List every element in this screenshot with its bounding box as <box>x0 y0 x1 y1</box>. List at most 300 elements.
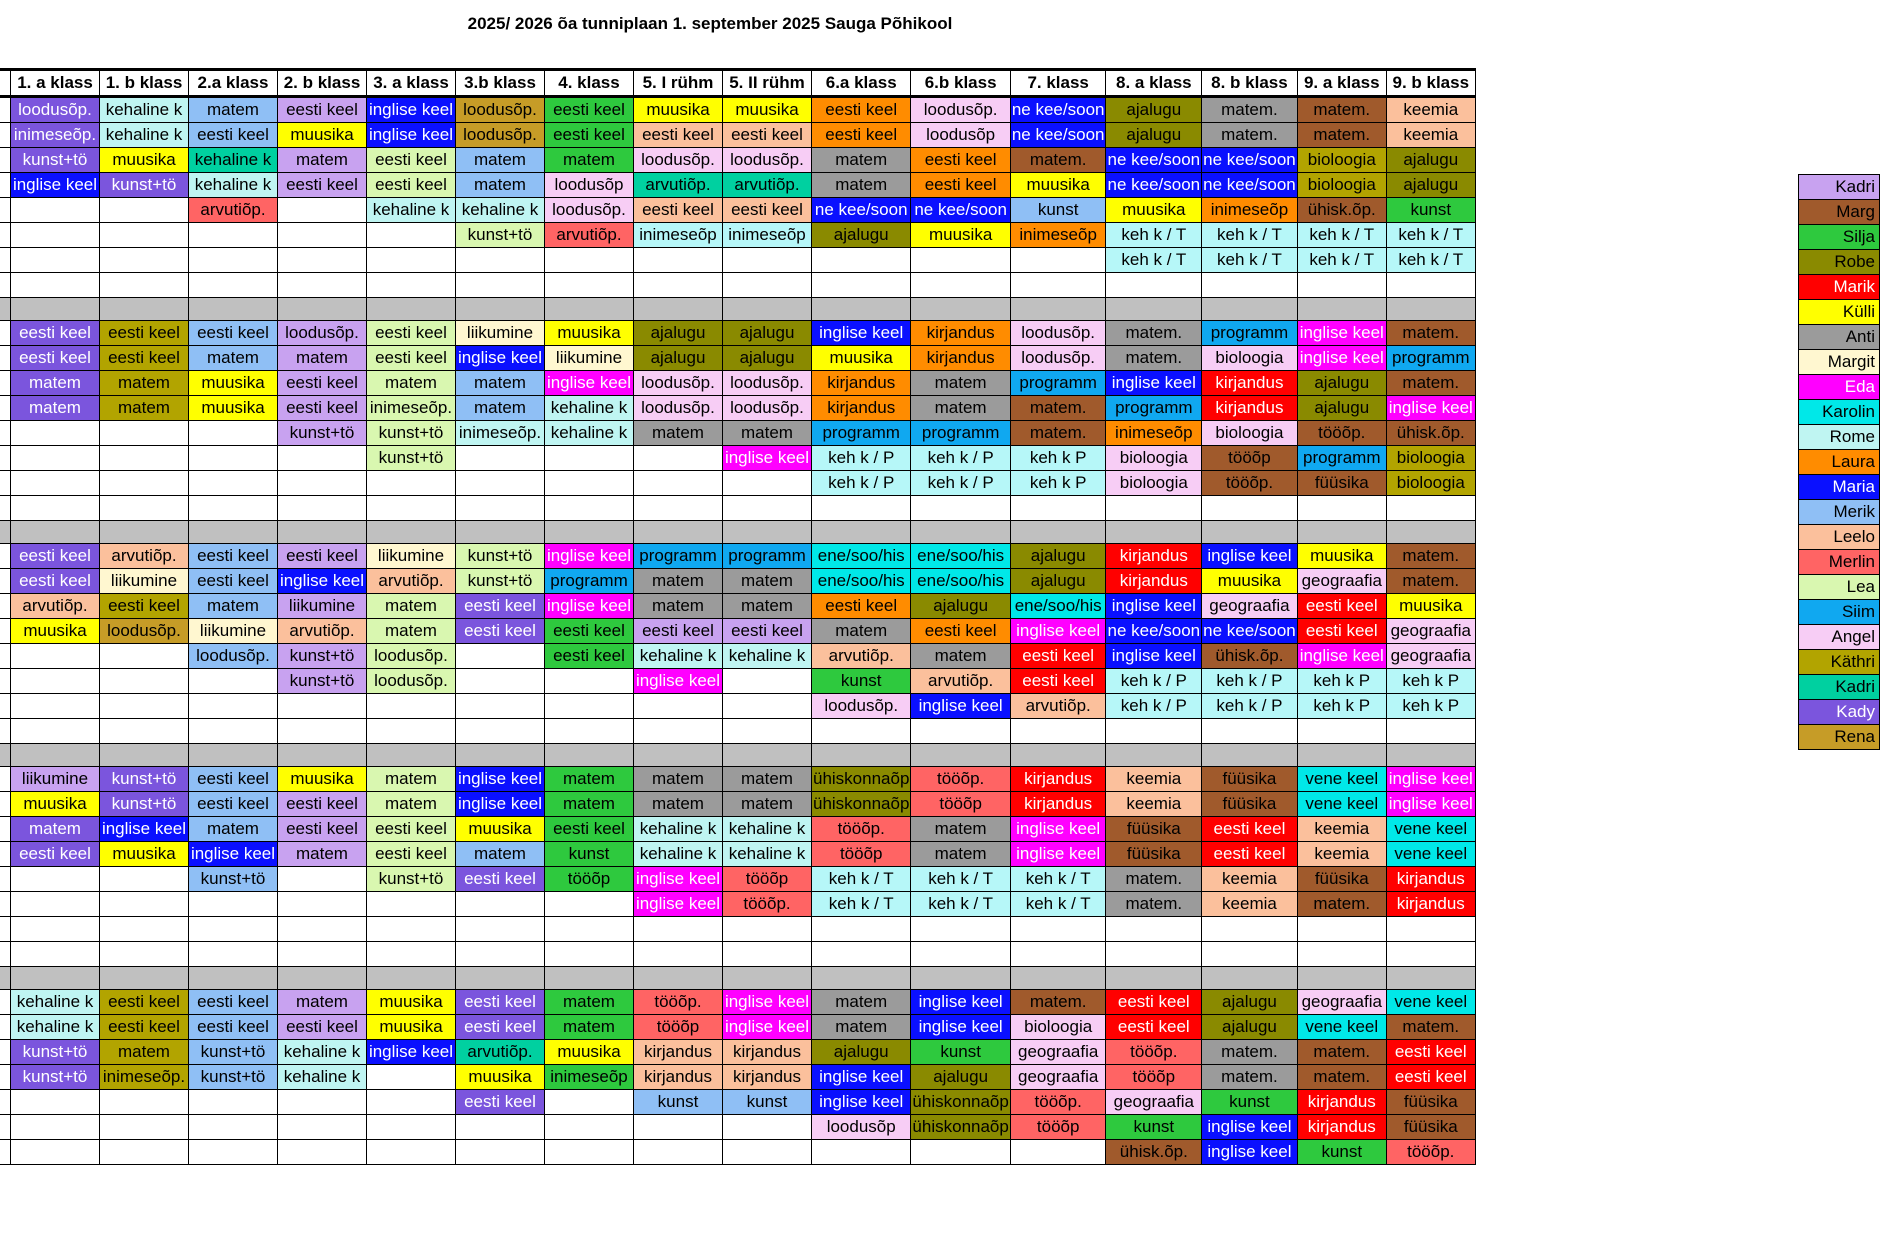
lesson-cell <box>545 273 634 298</box>
lesson-cell: muusika <box>1010 173 1106 198</box>
lesson-number <box>0 223 11 248</box>
day-separator <box>0 521 1475 544</box>
lesson-cell <box>189 1115 278 1140</box>
lesson-cell <box>1386 719 1475 744</box>
lesson-cell <box>367 1065 456 1090</box>
lesson-cell: eesti keel <box>1386 1065 1475 1090</box>
lesson-cell: muusika <box>545 1040 634 1065</box>
class-header: 3.b klass <box>456 70 545 97</box>
lesson-cell: kirjandus <box>1106 569 1202 594</box>
lesson-cell <box>100 471 189 496</box>
lesson-cell: inglise keel <box>100 817 189 842</box>
lesson-cell: keh k / T <box>1297 248 1386 273</box>
lesson-cell: loodusõp. <box>11 97 100 123</box>
lesson-cell: eesti keel <box>367 817 456 842</box>
lesson-cell: kehaline k <box>545 396 634 421</box>
lesson-cell: matem. <box>1386 569 1475 594</box>
lesson-cell: inglise keel <box>456 767 545 792</box>
lesson-cell: programm <box>634 544 723 569</box>
lesson-cell: keemia <box>1106 767 1202 792</box>
legend-row <box>1799 275 1880 300</box>
lesson-cell: bioloogia <box>1386 471 1475 496</box>
lesson-cell: eesti keel <box>367 842 456 867</box>
separator-cell <box>1202 298 1298 321</box>
lesson-cell: tööõp. <box>1297 421 1386 446</box>
lesson-cell: loodusõp. <box>189 644 278 669</box>
separator-cell <box>1202 744 1298 767</box>
separator-cell <box>100 521 189 544</box>
legend-teacher: Anti <box>1799 325 1880 350</box>
lesson-cell: kehaline k <box>545 421 634 446</box>
lesson-cell: arvutiõp. <box>11 594 100 619</box>
lesson-cell: geograafia <box>1202 594 1298 619</box>
lesson-cell: tööõp. <box>1106 1040 1202 1065</box>
lesson-cell: eesti keel <box>1106 990 1202 1015</box>
separator-cell <box>545 521 634 544</box>
lesson-cell: eesti keel <box>189 123 278 148</box>
lesson-cell: keh k / P <box>911 471 1010 496</box>
lesson-cell: tööõp. <box>911 767 1010 792</box>
lesson-cell: kunst+tö <box>11 1040 100 1065</box>
lesson-cell <box>189 1140 278 1165</box>
lesson-cell: programm <box>1386 346 1475 371</box>
lesson-cell <box>456 942 545 967</box>
lesson-cell: kunst+tö <box>278 421 367 446</box>
lesson-cell: matem <box>189 594 278 619</box>
lesson-cell: eesti keel <box>545 644 634 669</box>
lesson-cell <box>456 644 545 669</box>
lesson-cell: matem <box>367 371 456 396</box>
lesson-cell <box>100 719 189 744</box>
lesson-cell: eesti keel <box>812 594 911 619</box>
lesson-cell: arvutiõp. <box>1010 694 1106 719</box>
lesson-cell: kirjandus <box>911 321 1010 346</box>
lesson-cell <box>1010 496 1106 521</box>
separator-cell <box>1386 967 1475 990</box>
lesson-cell <box>100 1115 189 1140</box>
lesson-cell: kehaline k <box>723 817 812 842</box>
legend-teacher: Karolin <box>1799 400 1880 425</box>
lesson-cell: kehaline k <box>189 173 278 198</box>
lesson-cell: eesti keel <box>189 544 278 569</box>
lesson-row <box>0 446 1475 471</box>
lesson-cell: keemia <box>1386 123 1475 148</box>
lesson-cell: ühiskonnaõp <box>911 1090 1010 1115</box>
separator-cell <box>723 521 812 544</box>
lesson-cell: arvutiõp. <box>278 619 367 644</box>
lesson-cell <box>367 1090 456 1115</box>
lesson-cell: ajalugu <box>634 321 723 346</box>
lesson-cell <box>367 719 456 744</box>
lesson-cell: eesti keel <box>812 97 911 123</box>
lesson-row <box>0 817 1475 842</box>
separator-cell <box>11 744 100 767</box>
lesson-cell: eesti keel <box>189 1015 278 1040</box>
separator-cell <box>100 744 189 767</box>
lesson-cell: matem. <box>1202 1065 1298 1090</box>
lesson-cell: programm <box>812 421 911 446</box>
lesson-cell: keemia <box>1106 792 1202 817</box>
legend-row <box>1799 625 1880 650</box>
lesson-cell: arvutiõp. <box>812 644 911 669</box>
lesson-cell <box>723 942 812 967</box>
lesson-number <box>0 817 11 842</box>
lesson-cell <box>456 892 545 917</box>
lesson-cell: kehaline k <box>456 198 545 223</box>
lesson-cell: keh k / T <box>1297 223 1386 248</box>
lesson-number <box>0 123 11 148</box>
separator-cell <box>634 967 723 990</box>
class-header: 9. a klass <box>1297 70 1386 97</box>
lesson-cell: inglise keel <box>456 346 545 371</box>
lesson-row <box>0 544 1475 569</box>
separator-cell <box>545 298 634 321</box>
lesson-cell: kunst+tö <box>367 421 456 446</box>
lesson-cell: keh k / P <box>1106 694 1202 719</box>
lesson-cell <box>367 892 456 917</box>
lesson-cell: keh k / T <box>1386 223 1475 248</box>
lesson-cell: geograafia <box>1386 644 1475 669</box>
lesson-cell: matem <box>911 371 1010 396</box>
lesson-cell <box>1010 248 1106 273</box>
lesson-row <box>0 842 1475 867</box>
lesson-cell: füüsika <box>1202 767 1298 792</box>
lesson-cell: loodusõp. <box>723 148 812 173</box>
lesson-cell <box>1010 917 1106 942</box>
lesson-cell <box>189 471 278 496</box>
lesson-cell <box>456 694 545 719</box>
separator-cell <box>367 521 456 544</box>
lesson-cell: ühisk.õp. <box>1297 198 1386 223</box>
lesson-cell: ajalugu <box>723 321 812 346</box>
separator-cell <box>812 744 911 767</box>
lesson-cell: loodusõp <box>911 123 1010 148</box>
lesson-row <box>0 1040 1475 1065</box>
lesson-cell: ne kee/soon <box>1010 97 1106 123</box>
separator-cell <box>0 744 11 767</box>
lesson-cell <box>1106 496 1202 521</box>
lesson-cell: inglise keel <box>1202 1140 1298 1165</box>
lesson-cell: eesti keel <box>11 842 100 867</box>
lesson-cell: matem <box>723 767 812 792</box>
lesson-cell: programm <box>1202 321 1298 346</box>
lesson-number <box>0 198 11 223</box>
lesson-cell: geograafia <box>1297 569 1386 594</box>
lesson-cell <box>278 1090 367 1115</box>
lesson-cell: eesti keel <box>1386 1040 1475 1065</box>
lesson-cell: keh k P <box>1297 694 1386 719</box>
lesson-cell: muusika <box>278 123 367 148</box>
legend-row <box>1799 550 1880 575</box>
separator-cell <box>0 967 11 990</box>
lesson-row <box>0 644 1475 669</box>
lesson-cell <box>456 1140 545 1165</box>
lesson-cell <box>456 496 545 521</box>
lesson-cell: arvutiõp. <box>100 544 189 569</box>
lesson-cell: muusika <box>1297 544 1386 569</box>
lesson-cell: kunst+tö <box>456 223 545 248</box>
lesson-cell: muusika <box>1106 198 1202 223</box>
lesson-cell <box>189 917 278 942</box>
lesson-row <box>0 619 1475 644</box>
lesson-cell: matem <box>723 594 812 619</box>
lesson-cell: muusika <box>1202 569 1298 594</box>
lesson-cell: kirjandus <box>1106 544 1202 569</box>
lesson-cell: arvutiõp. <box>911 669 1010 694</box>
class-header: 1. b klass <box>100 70 189 97</box>
lesson-cell: loodusõp. <box>100 619 189 644</box>
lesson-cell: kirjandus <box>1010 792 1106 817</box>
lesson-cell: keh k / P <box>911 446 1010 471</box>
lesson-cell <box>634 694 723 719</box>
lesson-cell: kunst+tö <box>100 767 189 792</box>
lesson-cell: matem. <box>1297 1040 1386 1065</box>
lesson-cell: matem. <box>1010 148 1106 173</box>
lesson-cell: matem <box>812 173 911 198</box>
lesson-cell: inglise keel <box>1297 346 1386 371</box>
lesson-cell: eesti keel <box>456 1090 545 1115</box>
lesson-cell: bioloogia <box>1297 173 1386 198</box>
lesson-cell <box>1386 917 1475 942</box>
lesson-cell <box>189 1090 278 1115</box>
lesson-cell: programm <box>1010 371 1106 396</box>
legend-teacher: Margit <box>1799 350 1880 375</box>
separator-cell <box>812 521 911 544</box>
lesson-cell: kunst+tö <box>456 569 545 594</box>
legend-teacher: Siim <box>1799 600 1880 625</box>
legend-teacher: Leelo <box>1799 525 1880 550</box>
lesson-cell: arvutiõp. <box>456 1040 545 1065</box>
lesson-cell <box>100 1140 189 1165</box>
lesson-cell: loodusõp. <box>1010 321 1106 346</box>
class-header: 8. b klass <box>1202 70 1298 97</box>
legend-teacher: Eda <box>1799 375 1880 400</box>
lesson-cell: matem <box>545 148 634 173</box>
lesson-cell: vene keel <box>1386 817 1475 842</box>
lesson-cell <box>189 223 278 248</box>
class-header: 2. b klass <box>278 70 367 97</box>
lesson-cell <box>723 669 812 694</box>
separator-cell <box>189 521 278 544</box>
lesson-cell <box>278 496 367 521</box>
lesson-cell: matem <box>100 371 189 396</box>
lesson-cell: eesti keel <box>100 990 189 1015</box>
separator-cell <box>0 298 11 321</box>
lesson-row <box>0 569 1475 594</box>
lesson-cell: keh k / T <box>1106 223 1202 248</box>
lesson-cell: kirjandus <box>1297 1090 1386 1115</box>
separator-cell <box>911 967 1010 990</box>
lesson-cell: füüsika <box>1106 817 1202 842</box>
lesson-cell: matem <box>723 792 812 817</box>
lesson-cell <box>100 273 189 298</box>
lesson-cell: inglise keel <box>723 1015 812 1040</box>
legend-row <box>1799 475 1880 500</box>
lesson-cell: loodusõp. <box>812 694 911 719</box>
lesson-row <box>0 496 1475 521</box>
lesson-cell: geograafia <box>1297 990 1386 1015</box>
lesson-cell <box>278 694 367 719</box>
lesson-cell: tööõp <box>723 867 812 892</box>
lesson-cell: matem <box>545 767 634 792</box>
lesson-cell <box>723 496 812 521</box>
lesson-cell: kehaline k <box>634 644 723 669</box>
lesson-cell: ajalugu <box>1297 371 1386 396</box>
lesson-cell <box>634 273 723 298</box>
lesson-cell <box>11 867 100 892</box>
lesson-cell: kunst <box>545 842 634 867</box>
lesson-cell: keh k / T <box>1106 248 1202 273</box>
lesson-cell: geograafia <box>1106 1090 1202 1115</box>
lesson-cell: kunst <box>1297 1140 1386 1165</box>
lesson-cell: eesti keel <box>367 148 456 173</box>
lesson-cell: tööõp. <box>634 990 723 1015</box>
lesson-cell: muusika <box>634 97 723 123</box>
class-header: 6.b klass <box>911 70 1010 97</box>
lesson-number <box>0 1140 11 1165</box>
lesson-cell <box>456 273 545 298</box>
lesson-cell <box>367 471 456 496</box>
lesson-cell: muusika <box>723 97 812 123</box>
lesson-cell <box>456 917 545 942</box>
lesson-cell: inglise keel <box>545 544 634 569</box>
lesson-cell: matem <box>367 619 456 644</box>
lesson-number <box>0 594 11 619</box>
lesson-cell <box>911 942 1010 967</box>
lesson-number <box>0 644 11 669</box>
lesson-cell: ne kee/soon <box>1202 148 1298 173</box>
lesson-cell <box>367 694 456 719</box>
lesson-cell: matem <box>634 767 723 792</box>
lesson-cell: muusika <box>278 767 367 792</box>
lesson-cell: inimeseõp. <box>367 396 456 421</box>
separator-cell <box>1386 521 1475 544</box>
lesson-cell: eesti keel <box>723 198 812 223</box>
lesson-cell: matem <box>812 990 911 1015</box>
lesson-cell: tööõp. <box>1386 1140 1475 1165</box>
lesson-cell <box>11 719 100 744</box>
lesson-row <box>0 767 1475 792</box>
legend-teacher: Marik <box>1799 275 1880 300</box>
separator-cell <box>1386 298 1475 321</box>
lesson-cell: eesti keel <box>189 767 278 792</box>
lesson-cell <box>11 694 100 719</box>
lesson-cell <box>189 719 278 744</box>
lesson-row <box>0 173 1475 198</box>
lesson-cell: ajalugu <box>911 594 1010 619</box>
lesson-cell: loodusõp. <box>634 371 723 396</box>
legend-teacher: Merlin <box>1799 550 1880 575</box>
separator-cell <box>1106 967 1202 990</box>
lesson-cell <box>367 917 456 942</box>
separator-cell <box>11 298 100 321</box>
lesson-cell <box>545 1140 634 1165</box>
lesson-cell: loodusõp. <box>456 97 545 123</box>
lesson-cell: programm <box>1106 396 1202 421</box>
legend-teacher: Rome <box>1799 425 1880 450</box>
lesson-number <box>0 248 11 273</box>
legend-teacher: Külli <box>1799 300 1880 325</box>
lesson-cell: keh k P <box>1386 669 1475 694</box>
lesson-cell <box>812 1140 911 1165</box>
lesson-cell: matem <box>278 842 367 867</box>
lesson-cell: tööõp <box>911 792 1010 817</box>
lesson-row <box>0 669 1475 694</box>
lesson-number <box>0 719 11 744</box>
lesson-cell: füüsika <box>1297 867 1386 892</box>
class-header: 6.a klass <box>812 70 911 97</box>
lesson-cell: matem <box>11 396 100 421</box>
lesson-cell <box>545 1115 634 1140</box>
legend-row <box>1799 350 1880 375</box>
separator-cell <box>367 744 456 767</box>
lesson-cell <box>11 1115 100 1140</box>
lesson-cell: ne kee/soon <box>1106 148 1202 173</box>
lesson-cell: inglise keel <box>1106 371 1202 396</box>
separator-cell <box>456 744 545 767</box>
lesson-cell: keemia <box>1202 892 1298 917</box>
lesson-cell: muusika <box>545 321 634 346</box>
separator-cell <box>911 298 1010 321</box>
lesson-cell: eesti keel <box>100 346 189 371</box>
lesson-number <box>0 792 11 817</box>
lesson-cell <box>1297 917 1386 942</box>
lesson-cell: loodusõp <box>545 173 634 198</box>
lesson-cell: ajalugu <box>634 346 723 371</box>
lesson-cell: kunst+tö <box>456 544 545 569</box>
lesson-cell: matem. <box>1010 421 1106 446</box>
lesson-cell <box>100 421 189 446</box>
lesson-row <box>0 321 1475 346</box>
lesson-cell <box>1202 942 1298 967</box>
lesson-cell: ajalugu <box>812 1040 911 1065</box>
lesson-cell: ühisk.õp. <box>1386 421 1475 446</box>
separator-cell <box>367 298 456 321</box>
lesson-row <box>0 471 1475 496</box>
lesson-cell: eesti keel <box>100 1015 189 1040</box>
lesson-cell <box>1297 942 1386 967</box>
lesson-number <box>0 97 11 123</box>
lesson-cell: eesti keel <box>911 619 1010 644</box>
lesson-cell: kunst+tö <box>278 669 367 694</box>
lesson-cell: arvutiõp. <box>545 223 634 248</box>
lesson-cell: arvutiõp. <box>634 173 723 198</box>
lesson-cell: ne kee/soon <box>1106 173 1202 198</box>
lesson-cell: inimeseõp <box>1010 223 1106 248</box>
lesson-cell: matem. <box>1202 97 1298 123</box>
separator-cell <box>367 967 456 990</box>
lesson-cell: keemia <box>1202 867 1298 892</box>
lesson-row <box>0 867 1475 892</box>
lesson-cell <box>189 669 278 694</box>
lesson-cell: eesti keel <box>278 396 367 421</box>
lesson-cell: matem. <box>1202 123 1298 148</box>
lesson-cell: kunst <box>723 1090 812 1115</box>
lesson-cell: kirjandus <box>812 396 911 421</box>
legend-teacher: Käthri <box>1799 650 1880 675</box>
separator-cell <box>1106 298 1202 321</box>
lesson-cell: eesti keel <box>723 123 812 148</box>
lesson-cell: bioloogia <box>1202 421 1298 446</box>
lesson-cell: inglise keel <box>1010 619 1106 644</box>
lesson-row <box>0 594 1475 619</box>
class-header: 4. klass <box>545 70 634 97</box>
lesson-number <box>0 917 11 942</box>
legend-row <box>1799 200 1880 225</box>
lesson-cell: kunst+tö <box>100 173 189 198</box>
lesson-cell <box>1202 496 1298 521</box>
lesson-row <box>0 1115 1475 1140</box>
